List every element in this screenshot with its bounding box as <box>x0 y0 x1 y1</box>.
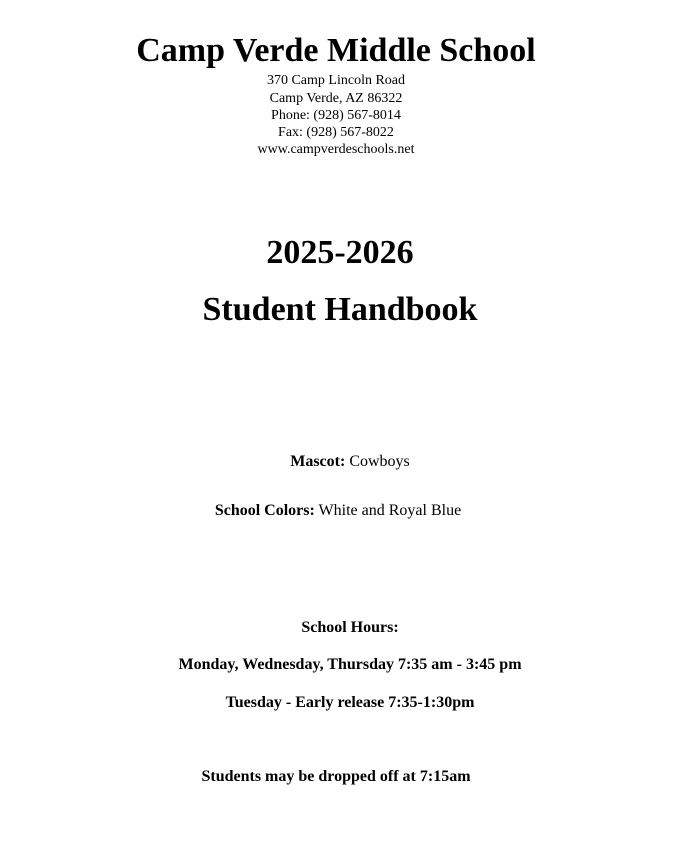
fax-number: Fax: (928) 567-8022 <box>278 125 394 140</box>
school-colors-line <box>0 501 686 521</box>
phone-number: Phone: (928) 567-8014 <box>271 108 401 123</box>
mascot-label: Mascot: <box>290 453 346 470</box>
school-hours-regular: Monday, Wednesday, Thursday 7:35 am - 3:45 pm <box>178 656 522 673</box>
mascot-line <box>2 452 696 472</box>
address-city: Camp Verde, AZ 86322 <box>269 91 403 106</box>
school-hours-heading: School Hours: <box>301 619 399 636</box>
school-colors-label: School Colors: <box>214 502 315 519</box>
school-name: Camp Verde Middle School <box>136 32 536 69</box>
school-colors-value: White and Royal Blue <box>314 502 462 519</box>
address-street: 370 Camp Lincoln Road <box>266 73 406 88</box>
mascot-value: Cowboys <box>345 453 410 470</box>
dropoff-time-note: Students may be dropped off at 7:15am <box>201 768 471 785</box>
handbook-title: Student Handbook <box>202 291 478 328</box>
school-year: 2025-2026 <box>266 234 414 271</box>
school-hours-early-release: Tuesday - Early release 7:35-1:30pm <box>225 694 475 711</box>
website-url: www.campverdeschools.net <box>257 142 415 157</box>
